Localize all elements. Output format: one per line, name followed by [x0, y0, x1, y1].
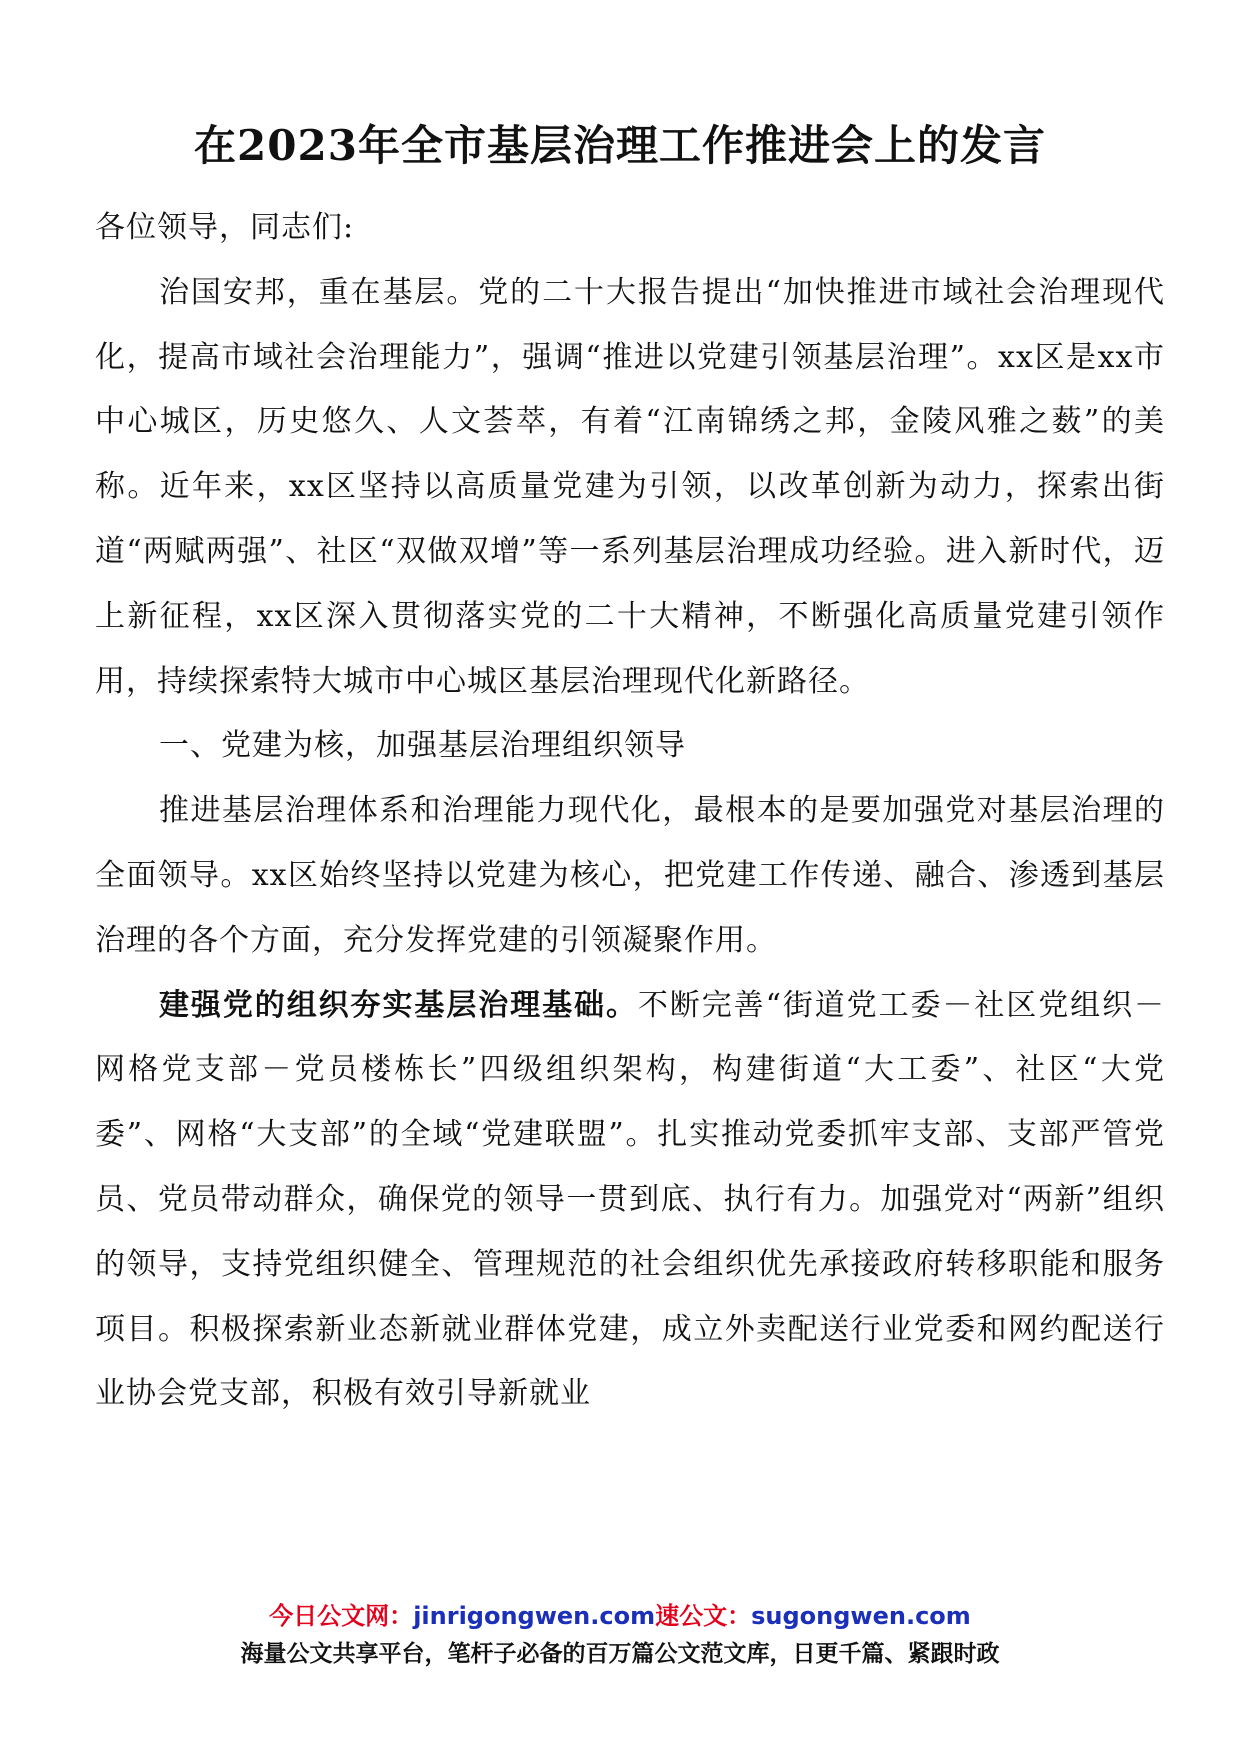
site1-label: 今日公文网： — [269, 1602, 414, 1630]
intro-paragraph: 治国安邦，重在基层。党的二十大报告提出“加快推进市域社会治理现代化，提高市域社会治理能力”，强调“推进以党建引领基层治理”。xx区是xx市中心城区，历史悠久、人文荟萃，有着“江南锦绣之邦，金陵风雅之薮”的美称。近年来，xx区坚持以高质量党建为引领，以改革创新为动力，探索出街道“两赋两强”、社区“双做双增”等一系列基层治理成功经验。进入新时代，迈上新征程，xx区深入贯彻落实党的二十大精神，不断强化高质量党建引领作用，持续探索特大城市中心城区基层治理现代化新路径。 — [95, 274, 1165, 699]
site2-label: 速公文： — [655, 1602, 752, 1630]
site2-link[interactable]: sugongwen.com — [751, 1602, 971, 1630]
document-body — [95, 196, 1165, 1427]
subsection-lead: 建强党的组织夯实基层治理基础。 — [159, 987, 638, 1023]
document-title: 在2023年全市基层治理工作推进会上的发言 — [194, 121, 1046, 170]
section-heading: 一、党建为核，加强基层治理组织领导 — [159, 728, 686, 764]
footer-links — [0, 1600, 1240, 1632]
section-paragraph: 推进基层治理体系和治理能力现代化，最根本的是要加强党对基层治理的全面领导。xx区始终坚持以党建为核心，把党建工作传递、融合、渗透到基层治理的各个方面，充分发挥党建的引领凝聚作用。 — [95, 793, 1165, 958]
site1-link[interactable]: jinrigongwen.com — [413, 1602, 656, 1630]
subsection-body: 不断完善“街道党工委－社区党组织－网格党支部－党员楼栋长”四级组织架构，构建街道“大工委”、社区“大党委”、网格“大支部”的全域“党建联盟”。扎实推动党委抓牢支部、支部严管党员、党员带动群众，确保党的领导一贯到底、执行有力。加强党对“两新”组织的领导，支持党组织健全、管理规范的社会组织优先承接政府转移职能和服务项目。积极探索新业态新就业群体党建，成立外卖配送行业党委和网约配送行业协会党支部，积极有效引导新就业 — [95, 987, 1166, 1412]
salutation: 各位领导，同志们: — [95, 210, 355, 245]
footer-slogan: 海量公文共享平台，笔杆子必备的百万篇公文范文库，日更千篇、紧跟时政 — [240, 1641, 1000, 1667]
subsection-paragraph — [95, 974, 1165, 1428]
